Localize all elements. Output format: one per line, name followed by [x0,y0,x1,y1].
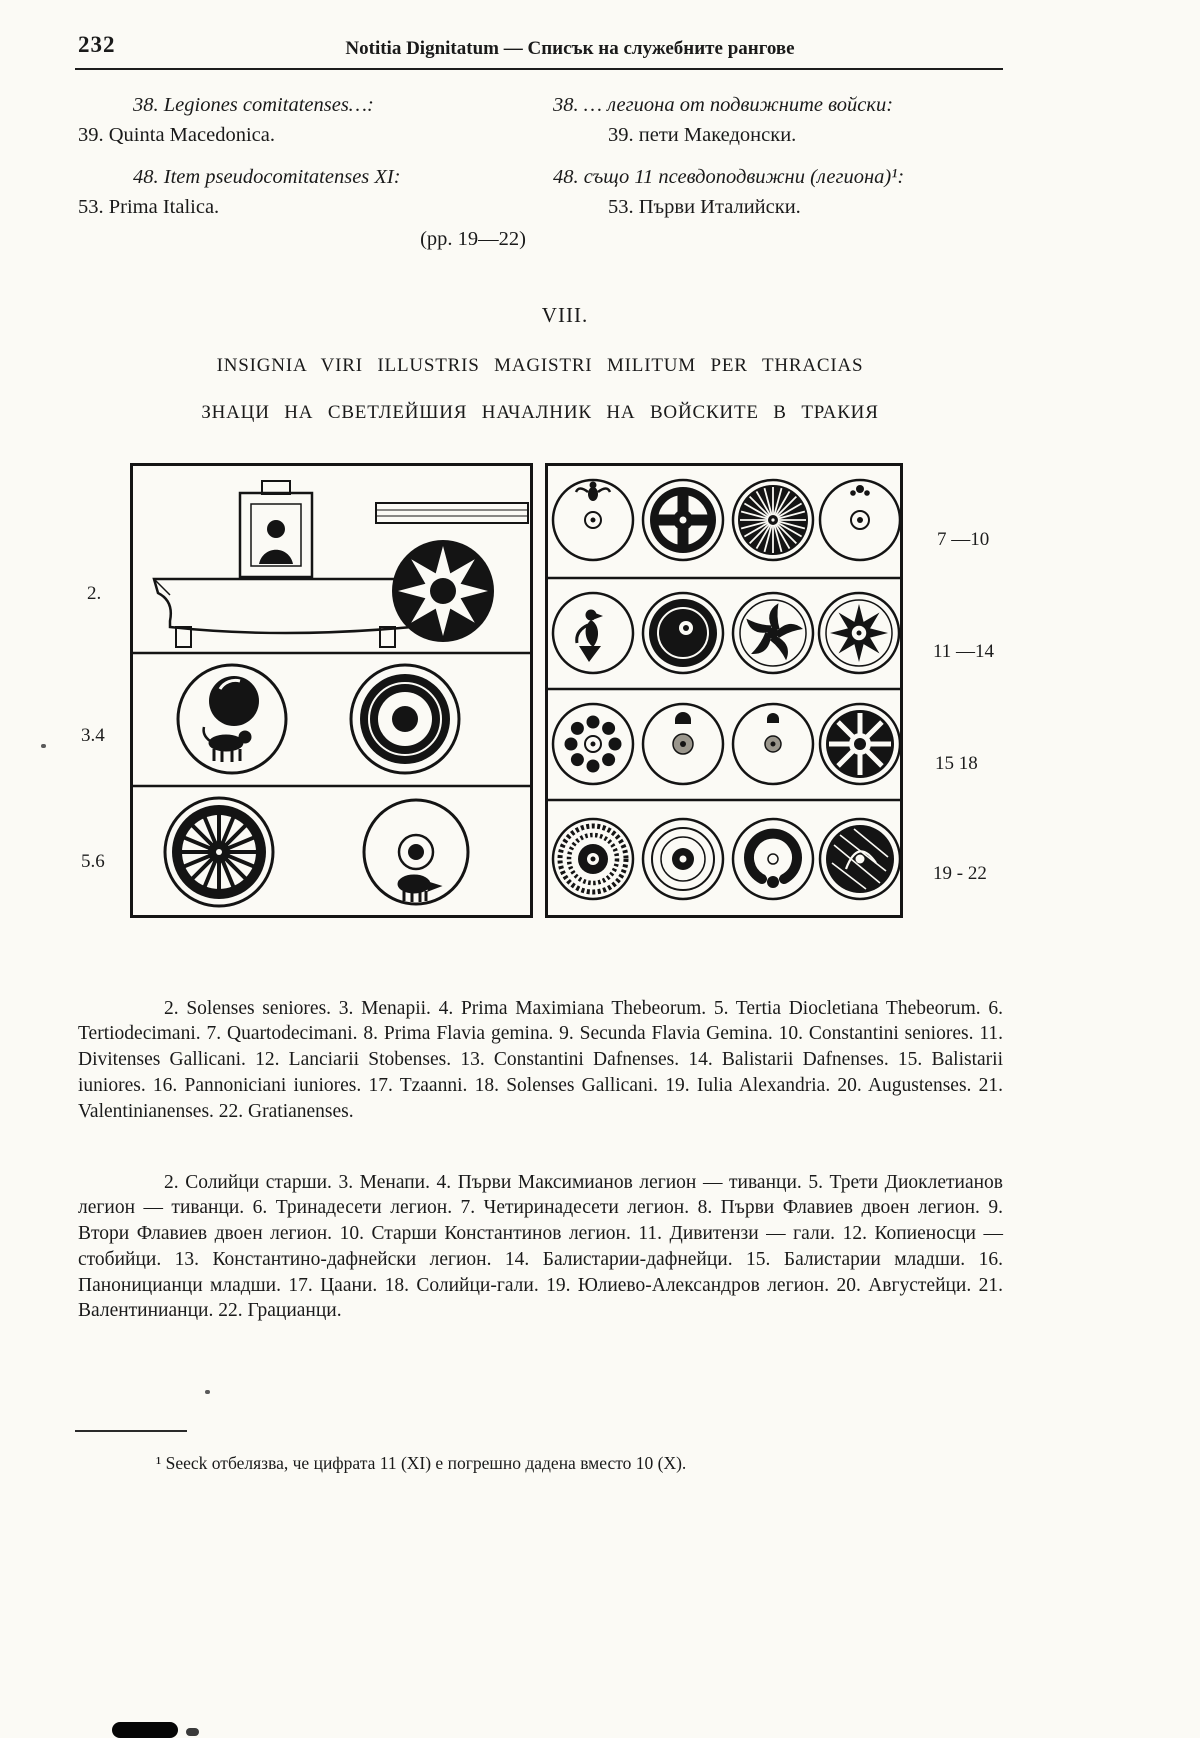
page-number: 232 [78,32,116,57]
shield-5 [165,798,273,906]
latin-entry-48: 48. Item pseudocomitatenses XI: [133,166,401,188]
shield-4 [351,665,459,773]
pages-reference: (pp. 19—22) [420,228,526,250]
figure-label-11-14: 11 —14 [933,641,995,662]
bulgarian-column [553,90,1013,222]
shield-6 [364,800,468,904]
shield-7 [553,480,633,560]
bulgarian-entry-39: 39. пети Македонски. [608,124,797,146]
legend-latin: 2. Solenses seniores. 3. Menapii. 4. Prima Maximiana Thebeorum. 5. Tertia Diocletiana Thebeorum. 6. Tertiodecimani. 7. Quartodecimani. 8. Prima Flavia gemina. 9. Secunda Flavia Gemina. 10. Constantini seniores. 11. Divitenses Gallicani. 12. Lanciarii Stobenses. 13. Constantini Dafnenses. 14. Balistarii Dafnenses. 15. Balistarii iuniores. 16. Pannoniciani iuniores. 17. Tzaanni. 18. Solenses Gallicani. 19. Iulia Alexandria. 20. Augustenses. 21. Valentinianenses. 22. Gratianenses. [78,997,1003,1122]
scan-speck [41,744,46,748]
section-title-bulgarian: ЗНАЦИ НА СВЕТЛЕЙШИЯ НАЧАЛНИК НА ВОЙСКИТЕ В ТРАКИЯ [201,402,879,423]
shield-18 [820,704,900,784]
shield-12 [643,593,723,673]
shield-21 [733,819,813,899]
figure-label-19-22: 19 - 22 [933,863,987,884]
shield-22 [820,819,900,899]
insignia-figure [75,463,1010,923]
figure-label-2: 2. [87,583,102,604]
shield-8 [643,480,723,560]
shield-17 [733,704,813,784]
spacer [553,150,1013,162]
shield-3 [178,665,286,773]
bulgarian-entry-53: 53. Първи Италийски. [608,196,801,218]
section-title-latin: INSIGNIA VIRI ILLUSTRIS MAGISTRI MILITUM PER THRACIAS [216,355,864,376]
shield-14 [819,593,899,673]
figure-label-5-6: 5.6 [81,851,105,872]
scan-artifact [112,1722,178,1738]
bulgarian-entry-38: 38. … легиона от подвижните войски: [553,94,894,116]
scan-artifact [186,1728,199,1736]
shield-13 [733,593,813,673]
shield-9 [733,480,813,560]
shield-2-star [392,540,494,642]
bulgarian-entry-48: 48. също 11 псевдоподвижни (легиона)¹: [553,166,905,188]
bench-band-drawing [376,503,528,523]
section-numeral: VIII. [541,303,589,327]
figure-label-15-18: 15 18 [935,753,978,774]
shield-10 [820,480,900,560]
figure-label-7-10: 7 —10 [937,529,990,550]
latin-entry-53: 53. Prima Italica. [78,196,220,218]
scan-speck [205,1390,210,1394]
shield-19 [553,819,633,899]
codicil-table-drawing [154,481,426,647]
footnote: ¹ Seeck отбелязва, че цифрата 11 (XI) е погрешно дадена вместо 10 (X). [156,1453,687,1473]
right-insignia-plate [545,463,903,918]
latin-column [78,90,530,254]
running-title: Notitia Dignitatum — Списък на служебните рангове [345,38,795,59]
shield-15 [553,704,633,784]
latin-entry-39: 39. Quinta Macedonica. [78,124,275,146]
figure-label-3-4: 3.4 [81,725,105,746]
latin-entry-38: 38. Legiones comitatenses…: [133,94,374,116]
shield-11 [553,593,633,673]
legend-bulgarian: 2. Солийци старши. 3. Менапи. 4. Първи Максимианов легион — тиванци. 5. Трети Диоклетианов легион — тиванци. 6. Тринадесети легион. 7. Четиринадесети легион. 8. Първи Флавиев двоен легион. 9. Втори Флавиев двоен легион. 10. Старши Константинов легион. 11. Дивитензи — гали. 12. Копиеносци — стобийци. 13. Константино-дафнейски легион. 14. Балистарии-дафнейци. 15. Балистарии младши. 16. Паноницианци младши. 17. Цаани. 18. Солийци-гали. 19. Юлиево-Александров легион. 20. Августейци. 21. Валентинианци. 22. Грацианци. [78,1171,1003,1322]
header-rule [75,68,1003,70]
left-insignia-plate [130,463,533,918]
shield-20 [643,819,723,899]
spacer [78,150,530,162]
footnote-rule [75,1430,187,1432]
shield-16 [643,704,723,784]
